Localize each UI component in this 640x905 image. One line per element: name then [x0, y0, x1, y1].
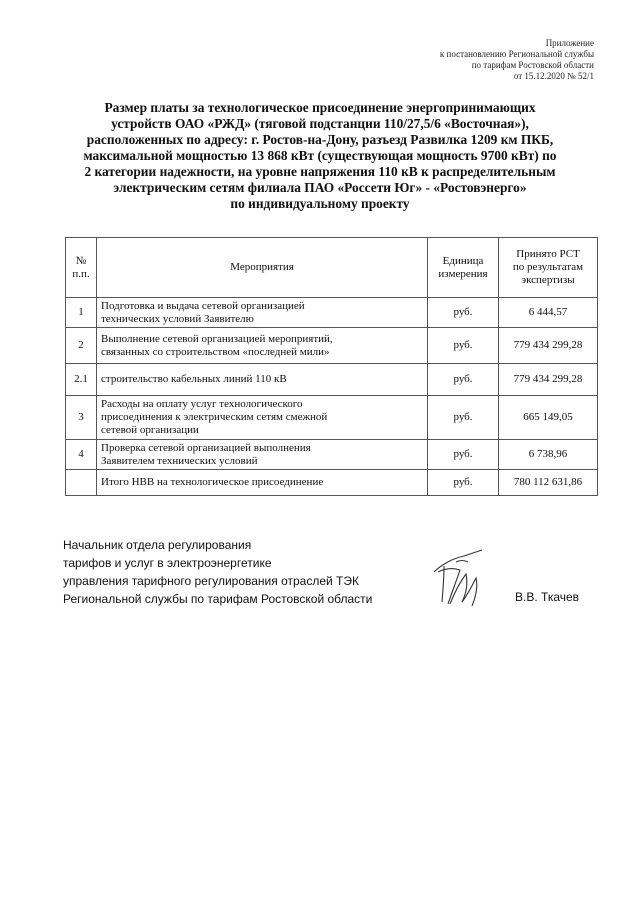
- row-value: 780 112 631,86: [499, 470, 598, 496]
- row-event: Расходы на оплату услуг технологического присоединения к электрическим сетям смежной сетевой организации: [97, 396, 428, 440]
- handwritten-signature: [430, 548, 490, 610]
- appendix-line: по тарифам Ростовской области: [471, 60, 594, 70]
- appendix-line: к постановлению Региональной службы: [439, 49, 594, 59]
- row-unit: руб.: [428, 440, 499, 470]
- table-row: [66, 440, 598, 470]
- row-number: 2.1: [66, 364, 97, 396]
- appendix-line: от 15.12.2020 № 52/1: [513, 71, 594, 81]
- row-value: 665 149,05: [499, 396, 598, 440]
- row-unit: руб.: [428, 364, 499, 396]
- row-event: Итого НВВ на технологическое присоединение: [97, 470, 428, 496]
- signatory-line: Региональной службы по тарифам Ростовской области: [63, 592, 373, 606]
- row-value: 6 444,57: [499, 298, 598, 328]
- row-event: Проверка сетевой организацией выполнения Заявителем технических условий: [97, 440, 428, 470]
- signatory-line: Начальник отдела регулирования: [63, 538, 252, 552]
- header-value: Принято РСТ по результатам экспертизы: [499, 238, 598, 298]
- title-line: Размер платы за технологическое присоединение энергопринимающих: [104, 100, 536, 115]
- row-number: [66, 470, 97, 496]
- row-value: 779 434 299,28: [499, 364, 598, 396]
- signatory-line: тарифов и услуг в электроэнергетике: [63, 556, 272, 570]
- title-line: 2 категории надежности, на уровне напряжения 110 кВ к распределительным: [84, 164, 556, 179]
- header-event: Мероприятия: [97, 238, 428, 298]
- table-row: [66, 298, 598, 328]
- table-total-row: [66, 470, 598, 496]
- table-row: [66, 364, 598, 396]
- title-line: по индивидуальному проекту: [230, 196, 410, 211]
- header-unit: Единица измерения: [428, 238, 499, 298]
- row-unit: руб.: [428, 470, 499, 496]
- row-unit: руб.: [428, 298, 499, 328]
- table-row: [66, 328, 598, 364]
- appendix-note: [440, 38, 594, 82]
- row-value: 779 434 299,28: [499, 328, 598, 364]
- row-value: 6 738,96: [499, 440, 598, 470]
- row-event: строительство кабельных линий 110 кВ: [97, 364, 428, 396]
- title-line: расположенных по адресу: г. Ростов-на-Дону, разъезд Развилка 1209 км ПКБ,: [86, 132, 554, 147]
- signatory-line: управления тарифного регулирования отраслей ТЭК: [63, 574, 359, 588]
- header-number: № п.п.: [66, 238, 97, 298]
- row-event: Выполнение сетевой организацией мероприятий, связанных со строительством «последней мили»: [97, 328, 428, 364]
- row-number: 4: [66, 440, 97, 470]
- row-event: Подготовка и выдача сетевой организацией технических условий Заявителю: [97, 298, 428, 328]
- title-line: электрическим сетям филиала ПАО «Россети Юг» - «Ростовэнерго»: [113, 180, 527, 195]
- row-number: 3: [66, 396, 97, 440]
- appendix-line: Приложение: [545, 38, 594, 48]
- table-row: [66, 396, 598, 440]
- row-number: 2: [66, 328, 97, 364]
- document-title: [50, 100, 590, 212]
- title-line: устройств ОАО «РЖД» (тяговой подстанции 110/27,5/6 «Восточная»),: [111, 116, 529, 131]
- row-unit: руб.: [428, 328, 499, 364]
- row-unit: руб.: [428, 396, 499, 440]
- fee-table: [65, 237, 598, 496]
- signatory-position: [63, 536, 372, 608]
- signatory-name: В.В. Ткачев: [515, 590, 580, 604]
- title-line: максимальной мощностью 13 868 кВт (существующая мощность 9700 кВт) по: [83, 148, 557, 163]
- table-header-row: [66, 238, 598, 298]
- row-number: 1: [66, 298, 97, 328]
